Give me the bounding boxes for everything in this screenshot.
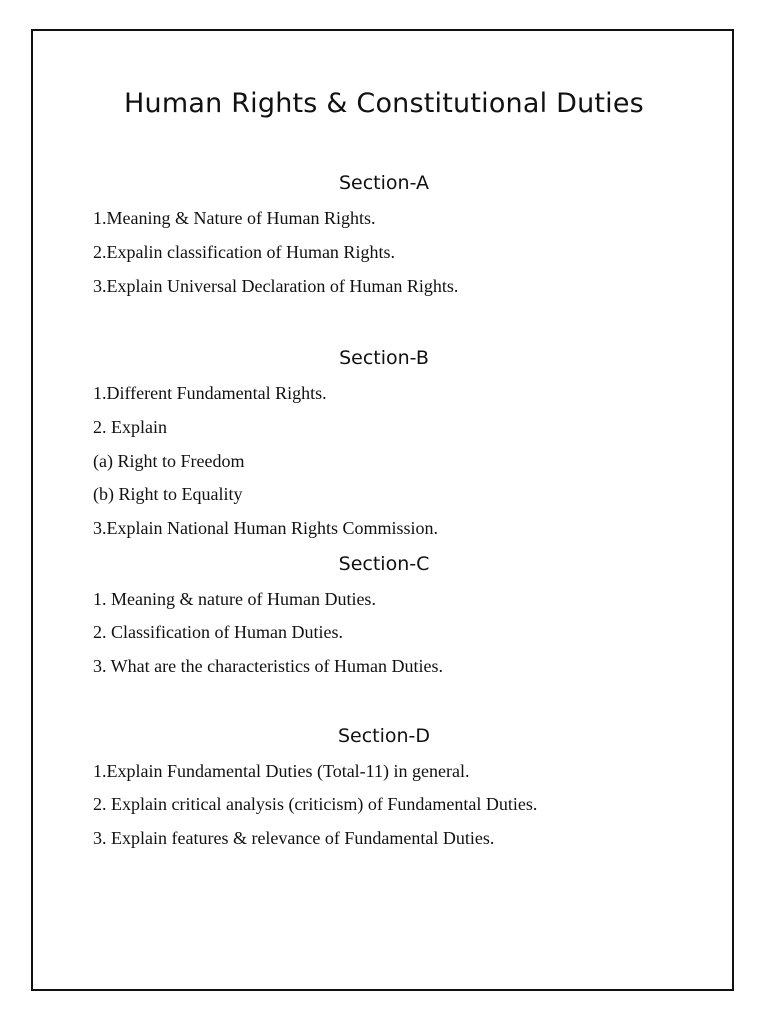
section-a-heading: Section-A: [338, 172, 430, 194]
section-d-item-2: 2. Explain critical analysis (criticism) of Fundamental Duties.: [93, 794, 538, 814]
section-b-item-3: (a) Right to Freedom: [93, 451, 245, 471]
section-a-item-3: 3.Explain Universal Declaration of Human Rights.: [93, 276, 459, 296]
section-b-item-1: 1.Different Fundamental Rights.: [93, 383, 327, 403]
section-d-item-1: 1.Explain Fundamental Duties (Total-11) in general.: [93, 761, 470, 781]
section-c-item-1: 1. Meaning & nature of Human Duties.: [93, 589, 376, 609]
section-d-item-3: 3. Explain features & relevance of Fundamental Duties.: [93, 828, 495, 848]
section-c-item-3: 3. What are the characteristics of Human Duties.: [93, 656, 444, 676]
section-a-item-2: 2.Expalin classification of Human Rights.: [93, 242, 395, 262]
section-c-item-2: 2. Classification of Human Duties.: [93, 622, 343, 642]
section-d-heading: Section-D: [337, 725, 431, 747]
section-b-item-4: (b) Right to Equality: [93, 484, 243, 504]
section-b-item-5: 3.Explain National Human Rights Commission.: [93, 518, 438, 538]
section-b-item-2: 2. Explain: [93, 417, 167, 437]
section-b-heading: Section-B: [339, 347, 429, 369]
section-c-heading: Section-C: [338, 553, 430, 575]
document-title: Human Rights & Constitutional Duties: [124, 88, 644, 119]
section-a-item-1: 1.Meaning & Nature of Human Rights.: [93, 208, 376, 228]
